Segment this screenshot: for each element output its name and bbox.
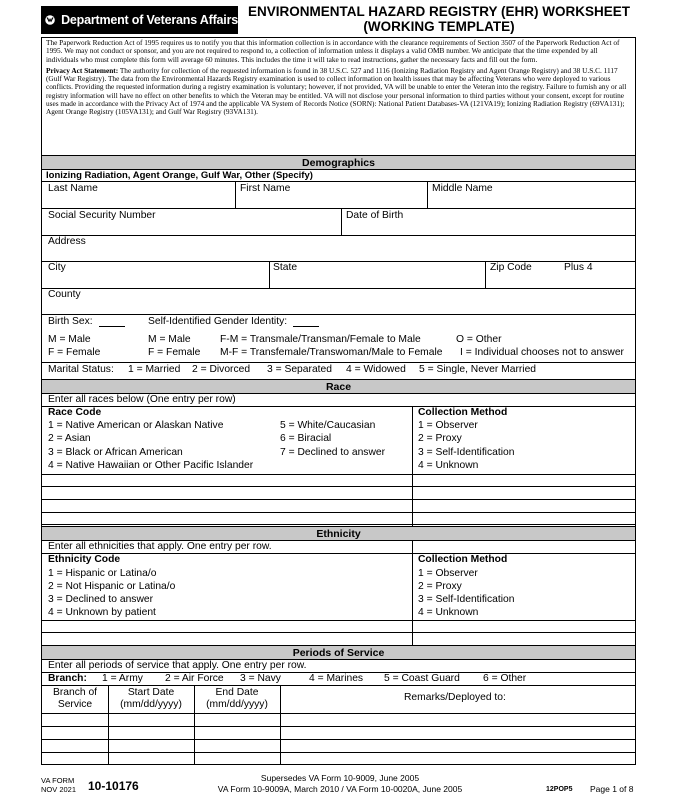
demographics-subheading: Ionizing Radiation, Agent Orange, Gulf War, Other (Specify) [46,170,313,181]
end-date-column-header: End Date (mm/dd/yyyy) [206,687,268,710]
worksheet-form [41,37,636,765]
race-method-header: Collection Method [418,407,508,418]
form-number: 10-10176 [88,779,139,793]
state-field[interactable]: State [273,262,298,273]
supersedes-notice: Supersedes VA Form 10-9009, June 2005 VA Form 10-9009A, March 2010 / VA Form 10-0020A, June 2005 [217,773,463,794]
race-code: 7 = Declined to answer [280,447,386,458]
race-code: 5 = White/Caucasian [280,420,376,431]
ssn-row [42,208,635,236]
ethnicity-method-header: Collection Method [418,554,508,565]
marital-option: 4 = Widowed [346,364,406,375]
race-code: 4 = Native Hawaiian or Other Pacific Islander [48,460,254,471]
race-method: 2 = Proxy [418,433,462,444]
service-entry-row[interactable] [42,726,635,740]
race-entry-row[interactable] [42,499,635,500]
start-date-column-header: Start Date (mm/dd/yyyy) [120,687,182,710]
county-field[interactable]: County [48,289,81,300]
demographics-heading: Demographics [42,155,635,170]
birth-sex-field[interactable]: Birth Sex: [48,316,125,327]
branch-label: Branch: [48,673,87,684]
plus4-field[interactable]: Plus 4 [564,262,593,273]
race-instruction: Enter all races below (One entry per row) [48,394,236,405]
ethnicity-instruction: Enter all ethnicities that apply. One entry per row. [48,541,272,552]
branch-option: 2 = Air Force [165,673,224,684]
ethnicity-heading: Ethnicity [42,526,635,541]
sex-option-male: M = Male [48,334,91,345]
race-codes [42,406,635,475]
branch-column-header: Branch of Service [52,687,98,710]
gender-option-mf: M-F = Transfemale/Transwoman/Male to Female [220,347,443,358]
service-entry-row[interactable] [42,713,635,727]
service-entry-row[interactable] [42,739,635,753]
form-code: 12POP5 [546,786,573,793]
sex-option-female: F = Female [48,347,101,358]
marital-option: 3 = Separated [267,364,332,375]
service-entry-row[interactable] [42,752,635,766]
privacy-notice: Privacy Act Statement: The authority for collection of the requested information is found in 38 U.S.C. 527 and 1116 (Ionizing Radiation Registry and Agent Orange Registry) and 38 U.S.C. 1117 (Gulf War Registry). The data from the Environmental Hazards Registry examination is used to collect information on health issues that may be affecting Veterans who were deployed to various conflicts. Providing the requested information during a registry examination is voluntary; however, if not provided, VA will be unable to enter the Veteran into the registry. Failure to furnish any or all registry information will have no effect on other benefits to which the Veteran may be entitled. VA will not disclose your personal information to third parties without your consent, except for routine uses made in accordance with the Privacy Act of 1974 and the applicable VA System of Records Notice (SORN): National Patient Databases-VA (121VA19); Ionizing Radiation Registry (69VA131); Agent Orange Registry (105VA131); and Gulf War Registry (93VA131). [46,65,627,117]
name-row [42,181,635,209]
race-code-header: Race Code [48,407,102,418]
ethnicity-method: 1 = Observer [418,568,478,579]
ethnicity-codes [42,553,635,621]
gender-identity-field[interactable]: Self-Identified Gender Identity: [148,316,319,327]
branch-option: 5 = Coast Guard [384,673,460,684]
marital-option: 1 = Married [128,364,181,375]
va-logo-bar [41,6,238,34]
first-name-field[interactable]: First Name [240,183,291,194]
page-number: Page 1 of 8 [590,784,634,794]
marital-option: 5 = Single, Never Married [419,364,537,375]
ethnicity-code: 2 = Not Hispanic or Latina/o [48,581,176,592]
sex-gender-row [42,314,635,363]
race-method: 1 = Observer [418,420,478,431]
gender-option-male: M = Male [148,334,191,345]
ethnicity-method: 2 = Proxy [418,581,462,592]
remarks-column-header: Remarks/Deployed to: [404,692,506,703]
gender-option-fm: F-M = Transmale/Transman/Female to Male [220,334,421,345]
marital-option: 2 = Divorced [192,364,251,375]
ethnicity-code: 4 = Unknown by patient [48,607,156,618]
middle-name-field[interactable]: Middle Name [432,183,493,194]
address-field[interactable]: Address [48,236,86,247]
last-name-field[interactable]: Last Name [48,183,98,194]
race-code: 6 = Biracial [280,433,332,444]
city-row [42,261,635,289]
agency-name: Department of Veterans Affairs [61,13,238,27]
ethnicity-code: 1 = Hispanic or Latina/o [48,568,157,579]
branch-option: 3 = Navy [240,673,281,684]
ethnicity-method: 3 = Self-Identification [418,594,515,605]
gender-option-other: O = Other [456,334,502,345]
gender-option-female: F = Female [148,347,201,358]
race-code: 2 = Asian [48,433,91,444]
branch-option: 6 = Other [483,673,527,684]
gender-option-decline: I = Individual chooses not to answer [460,347,624,358]
ethnicity-method: 4 = Unknown [418,607,479,618]
branch-option: 1 = Army [102,673,143,684]
zip-field[interactable]: Zip Code [490,262,532,273]
race-heading: Race [42,379,635,394]
service-table-header [42,685,635,714]
race-code: 3 = Black or African American [48,447,183,458]
branch-option: 4 = Marines [309,673,364,684]
marital-status-label: Marital Status: [48,364,114,375]
race-entry-row[interactable] [42,512,635,513]
branch-legend [42,672,635,686]
service-heading: Periods of Service [42,645,635,660]
marital-row [42,362,635,380]
service-instruction: Enter all periods of service that apply. One entry per row. [48,660,307,671]
dob-field[interactable]: Date of Birth [346,210,404,221]
race-entry-row[interactable] [42,524,635,525]
race-entry-row[interactable] [42,486,635,487]
paperwork-notice: The Paperwork Reduction Act of 1995 requires us to notify you that this information collection is in accordance with the clearance requirements of Section 3507 of the Paperwork Reduction Act of 1995. We may not conduct or sponsor, and you are not required to respond to, a collection of information unless it displays a valid OMB number. We anticipate that the time expended by all individuals who must complete this form will average 60 minutes. This includes the time it will take to read instructions, gather the necessary facts and fill out the form. [46,38,620,64]
race-method: 3 = Self-Identification [418,447,515,458]
footer-form-label: VA FORM NOV 2021 [41,776,77,794]
city-field[interactable]: City [48,262,66,273]
race-method: 4 = Unknown [418,460,479,471]
ethnicity-code-header: Ethnicity Code [48,554,121,565]
race-code: 1 = Native American or Alaskan Native [48,420,224,431]
form-title: ENVIRONMENTAL HAZARD REGISTRY (EHR) WORKSHEET (WORKING TEMPLATE) [247,4,630,34]
va-seal-icon [45,10,55,30]
ethnicity-entry-row[interactable] [42,632,635,646]
ethnicity-code: 3 = Declined to answer [48,594,154,605]
ssn-field[interactable]: Social Security Number [48,210,156,221]
